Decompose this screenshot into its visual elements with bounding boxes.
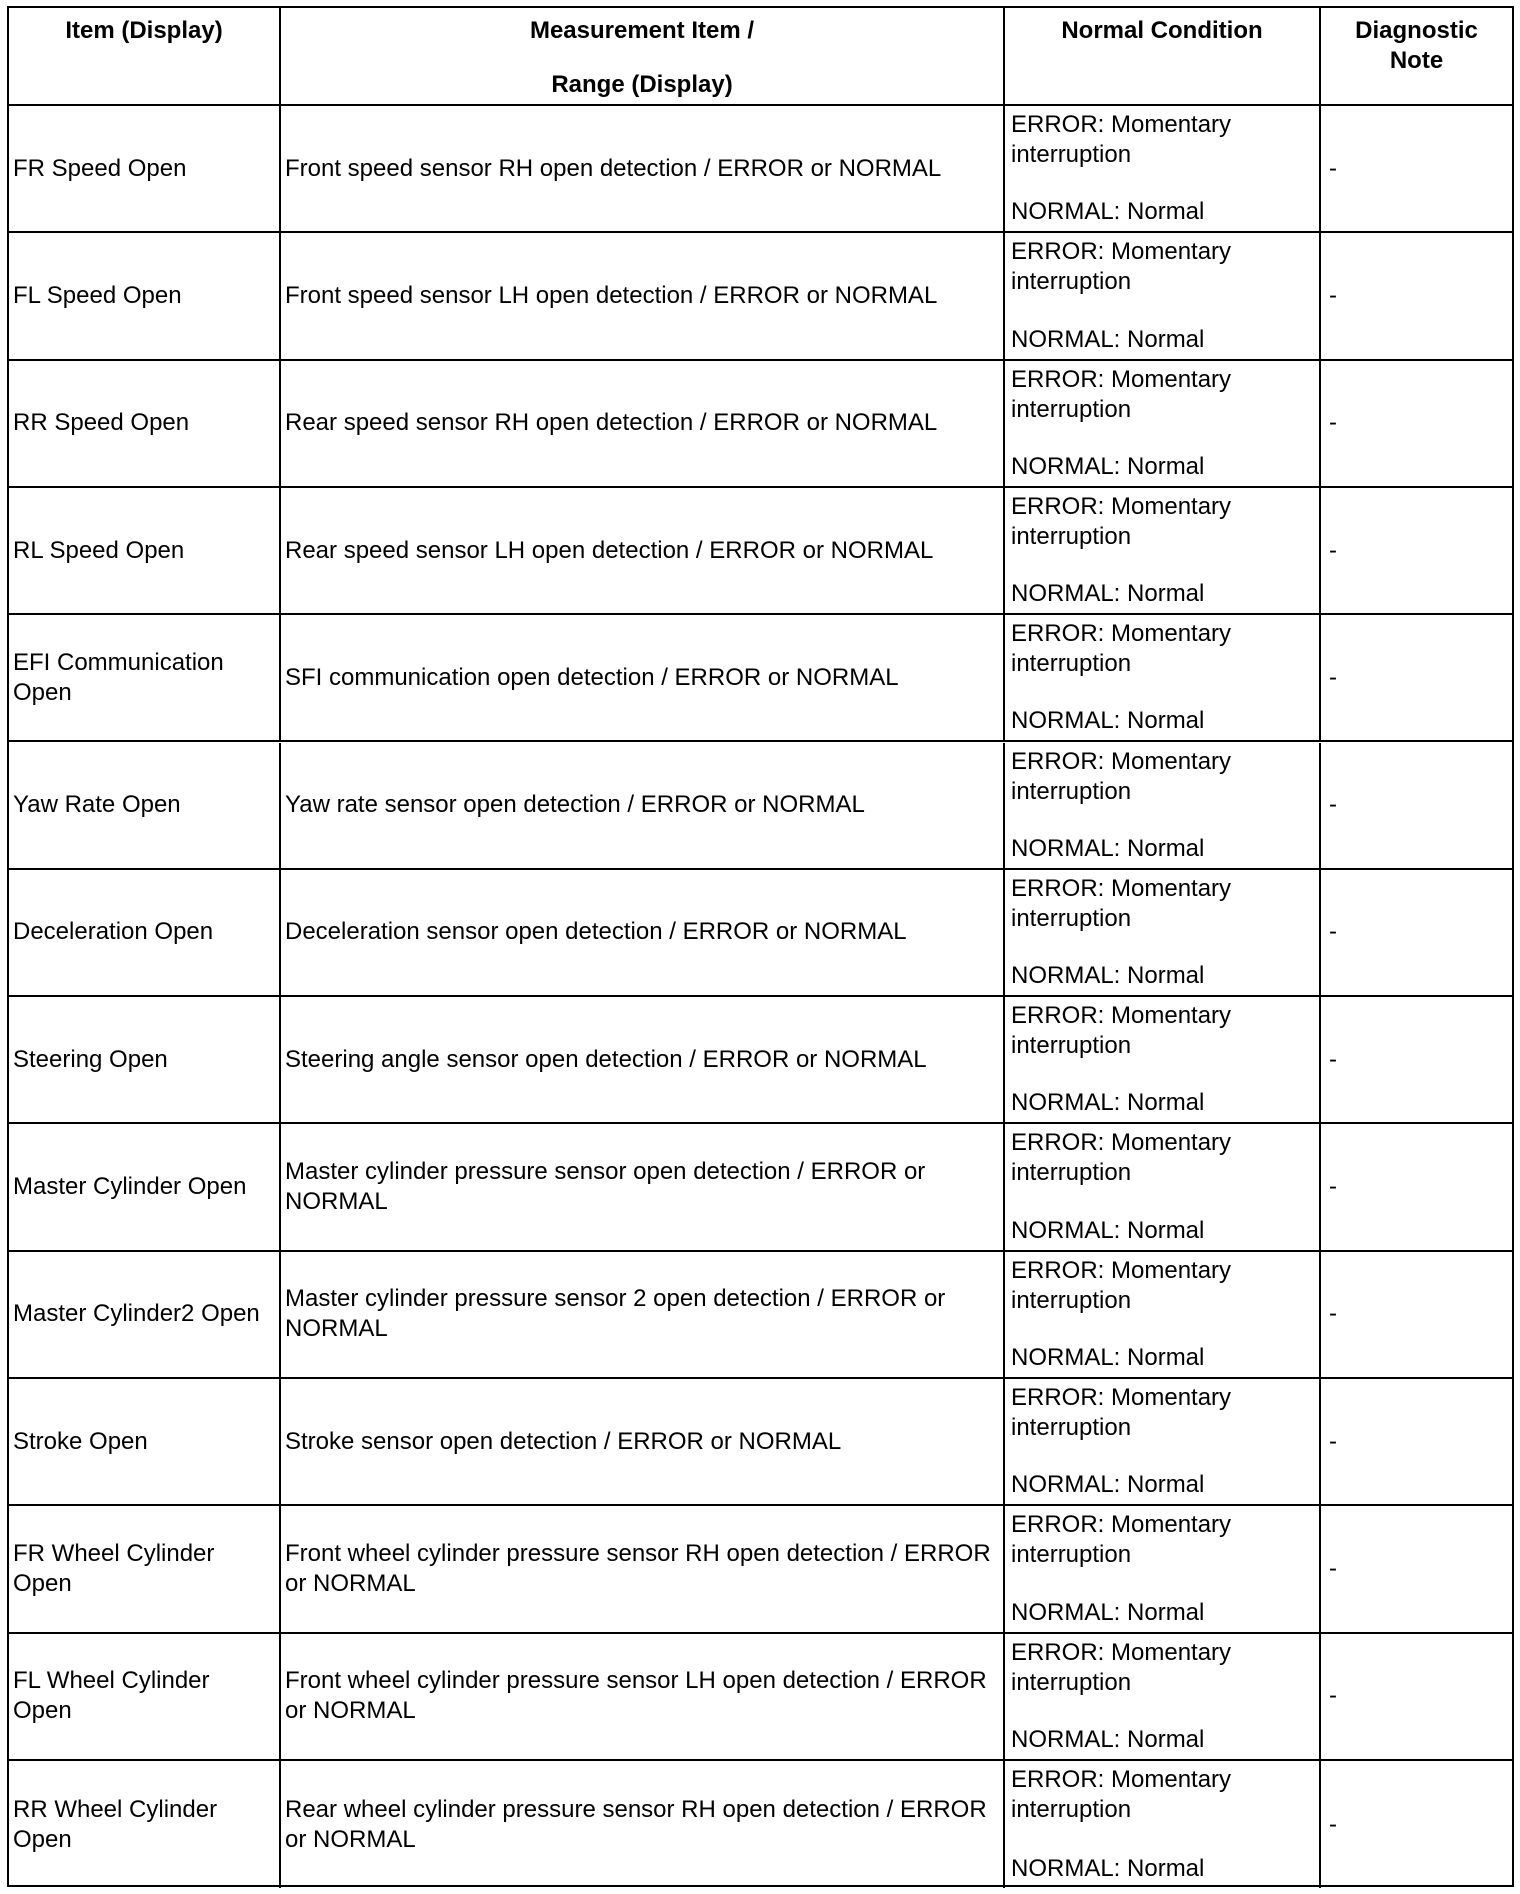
table-row	[9, 615, 1512, 742]
item-display-cell	[9, 743, 281, 868]
diagnostic-note-text: -	[1329, 1300, 1337, 1328]
measurement-item-cell	[281, 743, 1005, 868]
measurement-item-text: Stroke sensor open detection / ERROR or NORMAL	[285, 1427, 842, 1455]
diagnostic-note-cell	[1321, 615, 1512, 740]
item-display-cell	[9, 615, 281, 740]
header-measurement-item	[281, 8, 1005, 104]
measurement-item-text: Deceleration sensor open detection / ERROR or NORMAL	[285, 918, 907, 946]
measurement-item-cell	[281, 997, 1005, 1122]
normal-condition-cell	[1005, 488, 1321, 613]
measurement-item-cell	[281, 1124, 1005, 1249]
header-diagnostic-label-line1: Diagnostic	[1355, 17, 1478, 44]
measurement-item-cell	[281, 233, 1005, 358]
normal-condition-cell	[1005, 615, 1321, 740]
diagnostic-note-cell	[1321, 1252, 1512, 1377]
table-row	[9, 1252, 1512, 1379]
diagnostic-note-cell	[1321, 1506, 1512, 1631]
diagnostic-note-text: -	[1329, 536, 1337, 564]
error-condition-text: ERROR: Momentary interruption	[1011, 111, 1232, 168]
error-condition-text: ERROR: Momentary interruption	[1011, 365, 1232, 423]
error-condition-text: ERROR: Momentary interruption	[1011, 1129, 1232, 1187]
item-display-text: FR Wheel Cylinder Open	[13, 1539, 215, 1597]
normal-condition-cell	[1005, 1252, 1321, 1377]
diagnostic-note-cell	[1321, 1379, 1512, 1504]
table-row	[9, 1761, 1512, 1888]
diagnostic-note-cell	[1321, 361, 1512, 486]
diagnostic-note-text: -	[1329, 1682, 1337, 1710]
table-row	[9, 1634, 1512, 1761]
measurement-item-text: Rear speed sensor LH open detection / ERROR or NORMAL	[285, 536, 934, 564]
measurement-item-text: Steering angle sensor open detection / ERROR or NORMAL	[285, 1045, 927, 1073]
item-display-text: Yaw Rate Open	[13, 791, 181, 819]
normal-condition-text: NORMAL: Normal	[1011, 1725, 1205, 1753]
error-condition-text: ERROR: Momentary interruption	[1011, 1002, 1232, 1060]
item-display-cell	[9, 233, 281, 358]
normal-condition-text: NORMAL: Normal	[1011, 1598, 1205, 1626]
diagnostic-note-cell	[1321, 743, 1512, 868]
measurement-item-cell	[281, 1379, 1005, 1504]
measurement-item-text: Front speed sensor LH open detection / ERROR or NORMAL	[285, 281, 938, 309]
header-diagnostic-label-line2: Note	[1389, 47, 1444, 74]
header-measurement-label-line1: Measurement Item /	[529, 17, 755, 44]
header-normal-condition	[1005, 8, 1321, 104]
measurement-item-cell	[281, 1634, 1005, 1759]
header-normal-label: Normal Condition	[1061, 17, 1263, 44]
item-display-cell	[9, 1379, 281, 1504]
normal-condition-cell	[1005, 997, 1321, 1122]
measurement-item-text: Master cylinder pressure sensor 2 open detection / ERROR or NORMAL	[285, 1285, 946, 1343]
diagnostic-note-text: -	[1329, 918, 1337, 946]
diagnostic-note-text: -	[1329, 1427, 1337, 1455]
header-measurement-label-line2: Range (Display)	[551, 71, 733, 98]
normal-condition-cell	[1005, 233, 1321, 358]
normal-condition-text: NORMAL: Normal	[1011, 1343, 1205, 1371]
normal-condition-cell	[1005, 361, 1321, 486]
measurement-item-text: Front speed sensor RH open detection / ERROR or NORMAL	[285, 154, 942, 182]
table-row	[9, 1379, 1512, 1506]
measurement-item-cell	[281, 615, 1005, 740]
diagnostic-note-cell	[1321, 870, 1512, 995]
item-display-text: FL Wheel Cylinder Open	[13, 1667, 210, 1725]
header-diagnostic-note	[1321, 8, 1512, 104]
measurement-item-cell	[281, 361, 1005, 486]
diagnostic-note-text: -	[1329, 409, 1337, 437]
measurement-item-text: Front wheel cylinder pressure sensor RH open detection / ERROR or NORMAL	[285, 1539, 991, 1597]
error-condition-text: ERROR: Momentary interruption	[1011, 1638, 1232, 1696]
item-display-cell	[9, 870, 281, 995]
diagnostic-note-cell	[1321, 233, 1512, 358]
item-display-text: EFI Communication Open	[13, 648, 224, 706]
header-item-display	[9, 8, 281, 104]
diagnostic-note-text: -	[1329, 1045, 1337, 1073]
table-row	[9, 997, 1512, 1124]
item-display-text: RR Speed Open	[13, 409, 190, 437]
diagnostic-note-text: -	[1329, 281, 1337, 309]
measurement-item-text: Rear speed sensor RH open detection / ERROR or NORMAL	[285, 409, 938, 437]
item-display-cell	[9, 1506, 281, 1631]
diagnostic-note-cell	[1321, 1634, 1512, 1759]
item-display-text: RL Speed Open	[13, 536, 185, 564]
table-row	[9, 233, 1512, 360]
normal-condition-text: NORMAL: Normal	[1011, 1471, 1205, 1499]
normal-condition-cell	[1005, 1379, 1321, 1504]
item-display-cell	[9, 1761, 281, 1888]
item-display-text: Deceleration Open	[13, 918, 214, 946]
item-display-cell	[9, 488, 281, 613]
diagnostic-note-text: -	[1329, 154, 1337, 182]
error-condition-text: ERROR: Momentary interruption	[1011, 1256, 1232, 1314]
error-condition-text: ERROR: Momentary interruption	[1011, 620, 1232, 678]
normal-condition-text: NORMAL: Normal	[1011, 834, 1205, 862]
measurement-item-cell	[281, 1252, 1005, 1377]
table-header-row	[9, 8, 1512, 106]
measurement-item-cell	[281, 488, 1005, 613]
item-display-cell	[9, 106, 281, 231]
diagnostic-note-text: -	[1329, 791, 1337, 819]
diagnostic-note-cell	[1321, 488, 1512, 613]
measurement-item-cell	[281, 106, 1005, 231]
item-display-text: Master Cylinder2 Open	[13, 1300, 260, 1328]
measurement-item-text: Front wheel cylinder pressure sensor LH open detection / ERROR or NORMAL	[285, 1667, 987, 1725]
normal-condition-text: NORMAL: Normal	[1011, 452, 1205, 480]
measurement-item-cell	[281, 870, 1005, 995]
diagnostic-note-text: -	[1329, 663, 1337, 691]
error-condition-text: ERROR: Momentary interruption	[1011, 238, 1232, 296]
normal-condition-cell	[1005, 1506, 1321, 1631]
table-row	[9, 1124, 1512, 1251]
item-display-text: RR Wheel Cylinder Open	[13, 1795, 218, 1853]
normal-condition-text: NORMAL: Normal	[1011, 1089, 1205, 1117]
table-row	[9, 870, 1512, 997]
header-item-label: Item (Display)	[65, 17, 223, 44]
table-row	[9, 361, 1512, 488]
item-display-text: FL Speed Open	[13, 281, 182, 309]
normal-condition-text: NORMAL: Normal	[1011, 580, 1205, 608]
error-condition-text: ERROR: Momentary interruption	[1011, 747, 1232, 805]
normal-condition-text: NORMAL: Normal	[1011, 707, 1205, 735]
item-display-text: FR Speed Open	[13, 154, 187, 182]
table-row	[9, 743, 1512, 870]
item-display-text: Master Cylinder Open	[13, 1173, 247, 1201]
normal-condition-text: NORMAL: Normal	[1011, 1216, 1205, 1244]
error-condition-text: ERROR: Momentary interruption	[1011, 492, 1232, 550]
diagnostic-note-text: -	[1329, 1554, 1337, 1582]
normal-condition-cell	[1005, 1761, 1321, 1888]
table-row	[9, 106, 1512, 233]
normal-condition-cell	[1005, 870, 1321, 995]
item-display-cell	[9, 1634, 281, 1759]
error-condition-text: ERROR: Momentary interruption	[1011, 1765, 1232, 1823]
diagnostic-note-text: -	[1329, 1173, 1337, 1201]
measurement-item-text: Master cylinder pressure sensor open detection / ERROR or NORMAL	[285, 1158, 926, 1216]
data-list-table	[7, 6, 1514, 1887]
normal-condition-text: NORMAL: Normal	[1011, 962, 1205, 990]
error-condition-text: ERROR: Momentary interruption	[1011, 874, 1232, 932]
measurement-item-text: SFI communication open detection / ERROR or NORMAL	[285, 663, 899, 691]
normal-condition-cell	[1005, 106, 1321, 231]
measurement-item-text: Yaw rate sensor open detection / ERROR or NORMAL	[285, 791, 865, 819]
measurement-item-cell	[281, 1506, 1005, 1631]
normal-condition-text: NORMAL: Normal	[1011, 325, 1205, 353]
table-row	[9, 1506, 1512, 1633]
measurement-item-text: Rear wheel cylinder pressure sensor RH open detection / ERROR or NORMAL	[285, 1795, 987, 1853]
normal-condition-cell	[1005, 1124, 1321, 1249]
item-display-cell	[9, 997, 281, 1122]
normal-condition-text: NORMAL: Normal	[1011, 198, 1205, 226]
error-condition-text: ERROR: Momentary interruption	[1011, 1384, 1232, 1441]
item-display-cell	[9, 1124, 281, 1249]
item-display-cell	[9, 361, 281, 486]
normal-condition-cell	[1005, 743, 1321, 868]
table-row	[9, 488, 1512, 615]
diagnostic-note-cell	[1321, 1124, 1512, 1249]
diagnostic-note-text: -	[1329, 1810, 1337, 1838]
diagnostic-note-cell	[1321, 1761, 1512, 1888]
normal-condition-cell	[1005, 1634, 1321, 1759]
item-display-cell	[9, 1252, 281, 1377]
error-condition-text: ERROR: Momentary interruption	[1011, 1511, 1232, 1569]
normal-condition-text: NORMAL: Normal	[1011, 1855, 1205, 1883]
item-display-text: Stroke Open	[13, 1427, 148, 1455]
diagnostic-note-cell	[1321, 106, 1512, 231]
diagnostic-note-cell	[1321, 997, 1512, 1122]
measurement-item-cell	[281, 1761, 1005, 1888]
item-display-text: Steering Open	[13, 1045, 168, 1073]
